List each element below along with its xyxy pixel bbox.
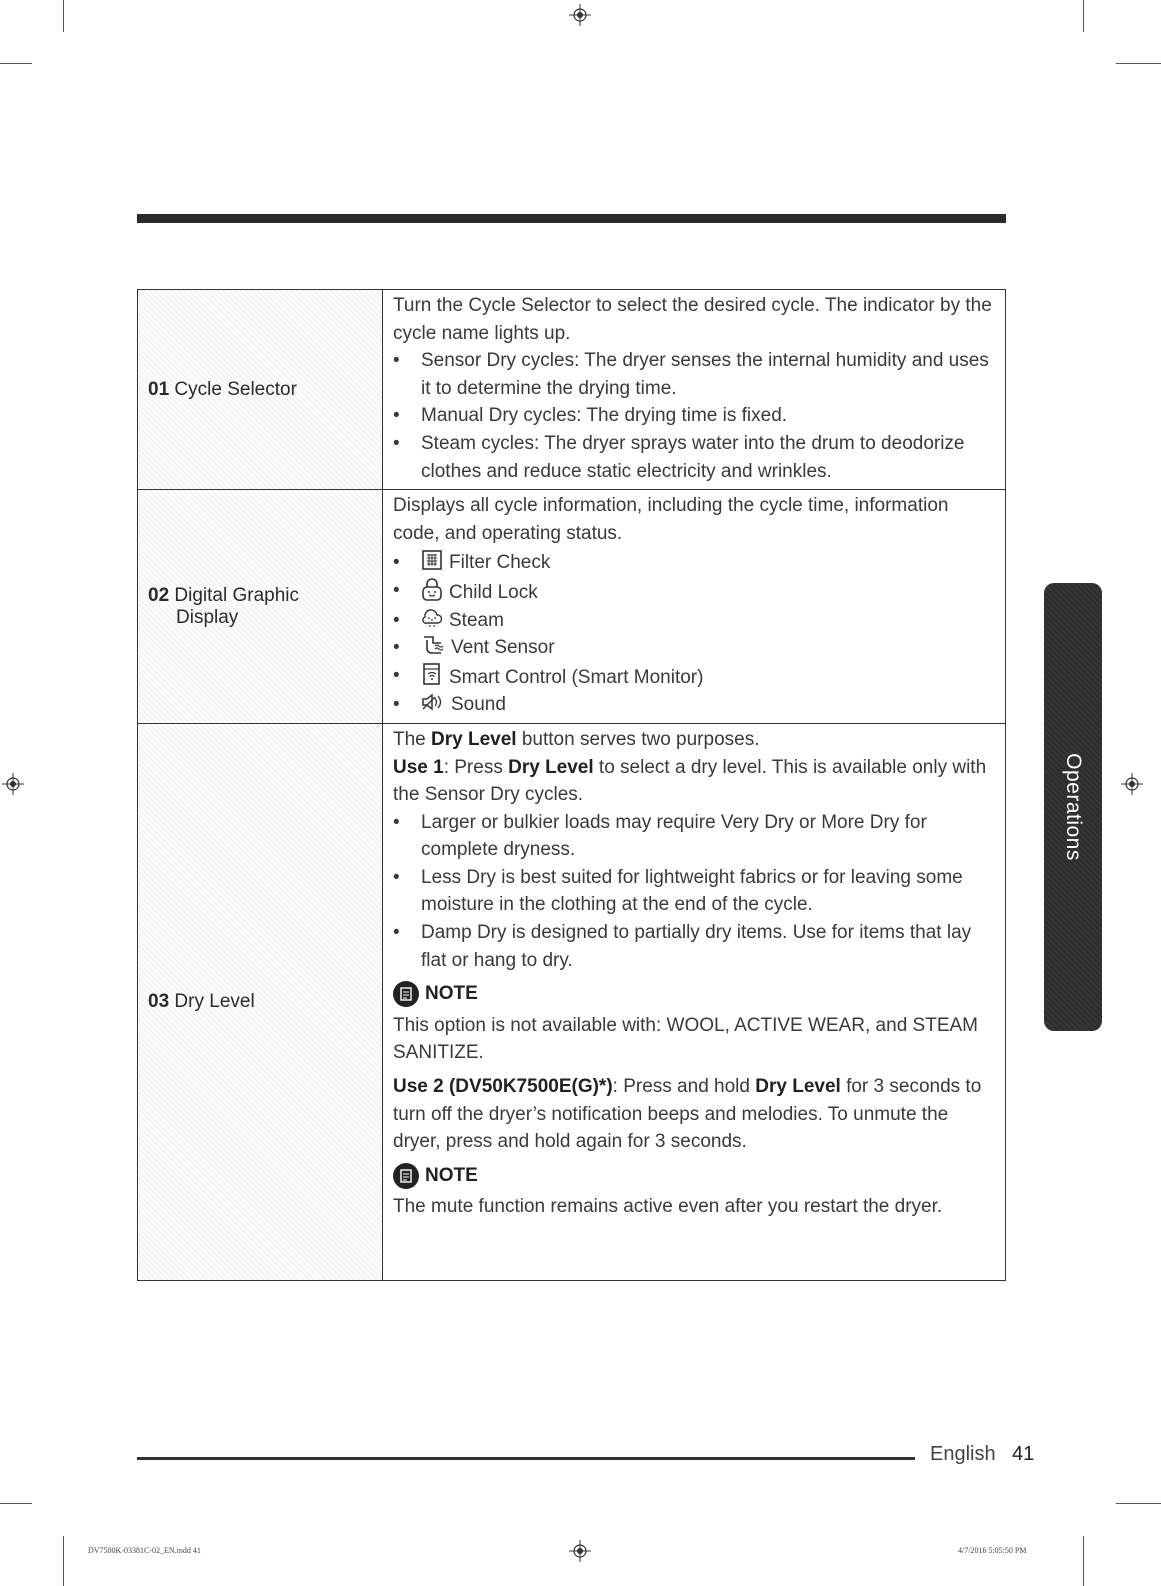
crop-mark	[1116, 63, 1161, 64]
footer-language: English	[930, 1443, 996, 1465]
table-row	[138, 723, 1006, 1280]
crop-mark	[63, 0, 64, 32]
table-row	[138, 290, 1006, 490]
section-tab	[1044, 583, 1102, 1031]
use1-text: Use 1: Press Dry Level to select a dry level. This is available only with the Sensor Dry cycles.	[393, 756, 987, 806]
list-item: • Steam cycles: The dryer sprays water into the drum to deodorize clothes and reduce static electricity and wrinkles.	[393, 430, 997, 485]
list-item-text: Child Lock	[449, 581, 538, 603]
filter-icon	[421, 549, 443, 571]
page-number: 41	[1012, 1443, 1035, 1465]
list-item-text: Vent Sensor	[451, 637, 555, 659]
list-item: • Manual Dry cycles: The drying time is fixed.	[393, 402, 997, 430]
row-number: 01	[148, 378, 170, 400]
crop-mark	[0, 63, 32, 64]
control-panel-table	[137, 289, 1006, 1281]
note-text: This option is not available with: WOOL, ACTIVE WEAR, and STEAM SANITIZE.	[393, 1014, 978, 1064]
print-slug-date: 4/7/2016 5:05:50 PM	[958, 1546, 1027, 1555]
note-heading	[393, 1162, 997, 1190]
vent-sensor-icon	[421, 634, 445, 656]
row-number: 02	[148, 584, 170, 606]
list-item: • Larger or bulkier loads may require Very Dry or More Dry for complete dryness.	[393, 809, 997, 864]
bullet-list	[393, 809, 997, 975]
intro-text: Turn the Cycle Selector to select the desired cycle. The indicator by the cycle name lights up.	[393, 295, 992, 344]
note-icon	[393, 1163, 419, 1189]
list-item	[393, 607, 997, 635]
row-title: Digital Graphic	[174, 584, 300, 606]
list-item-text: Sound	[451, 694, 506, 716]
registration-mark-icon	[569, 1540, 591, 1562]
footer-rule	[137, 1457, 915, 1460]
list-item	[393, 577, 997, 607]
bullet-list	[393, 347, 997, 485]
row-description	[383, 290, 1006, 490]
list-item-text: Filter Check	[449, 552, 551, 574]
row-label	[138, 723, 383, 1280]
row-number: 03	[148, 990, 170, 1012]
list-item	[393, 634, 997, 662]
steam-icon	[421, 607, 443, 629]
registration-mark-icon	[2, 773, 24, 795]
list-item	[393, 691, 997, 719]
section-tab-label: Operations	[1062, 753, 1085, 861]
smart-control-icon	[421, 662, 443, 686]
table-row	[138, 490, 1006, 724]
header-rule	[137, 214, 1006, 223]
row-description	[383, 490, 1006, 724]
note-title: NOTE	[425, 983, 478, 1005]
registration-mark-icon	[1121, 773, 1143, 795]
crop-mark	[63, 1536, 64, 1586]
intro-text: The Dry Level button serves two purposes.	[393, 728, 760, 750]
print-slug-file: DV7500K-03381C-02_EN.indd 41	[88, 1546, 201, 1555]
crop-mark	[0, 1503, 32, 1504]
list-item	[393, 662, 997, 692]
row-label	[138, 490, 383, 724]
row-description	[383, 723, 1006, 1280]
registration-mark-icon	[569, 4, 591, 26]
crop-mark	[1083, 0, 1084, 32]
sound-icon	[421, 691, 445, 713]
row-title: Cycle Selector	[174, 378, 297, 400]
row-label	[138, 290, 383, 490]
crop-mark	[1116, 1503, 1161, 1504]
note-heading	[393, 980, 997, 1008]
child-lock-icon	[421, 577, 443, 601]
crop-mark	[1083, 1536, 1084, 1586]
note-icon	[393, 981, 419, 1007]
row-title-continued: Display	[176, 606, 239, 628]
list-item-text: Smart Control (Smart Monitor)	[449, 666, 704, 688]
list-item: • Less Dry is best suited for lightweight fabrics or for leaving some moisture in the clothing at the end of the cycle.	[393, 864, 997, 919]
list-item: • Damp Dry is designed to partially dry items. Use for items that lay flat or hang to dry.	[393, 919, 997, 974]
note-text: The mute function remains active even after you restart the dryer.	[393, 1196, 943, 1218]
use2-text: Use 2 (DV50K7500E(G)*): Press and hold Dry Level for 3 seconds to turn off the dryer’s notification beeps and melodies. To unmute the dryer, press and hold again for 3 seconds.	[393, 1076, 982, 1153]
note-title: NOTE	[425, 1164, 478, 1186]
list-item: • Sensor Dry cycles: The dryer senses the internal humidity and uses it to determine the drying time.	[393, 347, 997, 402]
list-item-text: Steam	[449, 609, 504, 631]
intro-text: Displays all cycle information, including the cycle time, information code, and operating status.	[393, 495, 949, 544]
list-item	[393, 549, 997, 577]
row-title: Dry Level	[174, 990, 255, 1012]
icon-list	[393, 549, 997, 719]
